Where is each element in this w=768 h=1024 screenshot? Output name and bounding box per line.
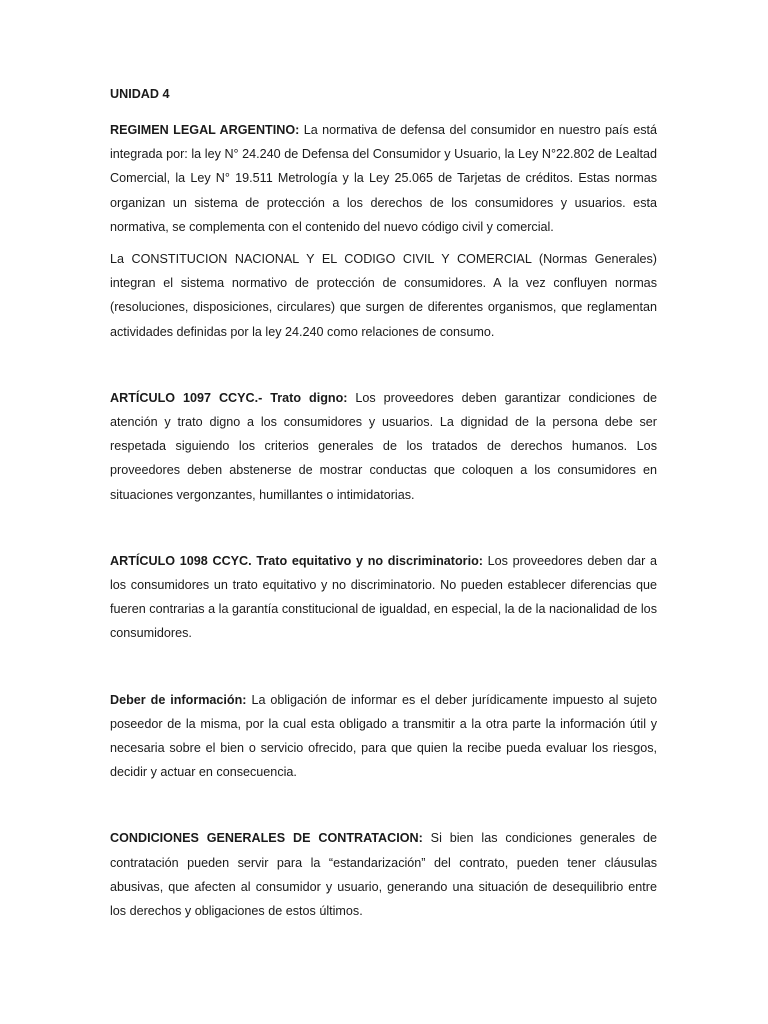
paragraph-heading: REGIMEN LEGAL ARGENTINO: xyxy=(110,123,300,137)
paragraph-heading: Deber de información: xyxy=(110,692,247,707)
paragraph-heading: ARTÍCULO 1097 CCYC.- Trato digno: xyxy=(110,390,348,405)
paragraph-condiciones-generales xyxy=(110,826,657,923)
paragraph-text: La normativa de defensa del consumidor en nuestro país está integrada por: la ley N° 24.240 de Defensa del Consumidor y Usuario, la Ley N°22.802 de Lealtad Comercial, la Ley N° 19.511 Metrología y la Ley 25.065 de Tarjetas de créditos. Estas normas organizan un sistema de protección a los derechos de los consumidores y usuarios. esta normativa, se complementa con el contenido del nuevo código civil y comercial. xyxy=(110,123,658,234)
paragraph-text: Los proveedores deben garantizar condiciones de atención y trato digno a los consumidores y usuarios. La dignidad de la persona debe ser respetada siguiendo los criterios generales de los tratados de derechos humanos. Los proveedores deben abstenerse de mostrar conductas que coloquen a los consumidores en situaciones vergonzantes, humillantes o intimidatorias. xyxy=(110,390,657,502)
paragraph-heading: CONDICIONES GENERALES DE CONTRATACION: xyxy=(110,831,423,846)
paragraph-text: Si bien las condiciones generales de contratación pueden servir para la “estandarización” del contrato, pueden tener cláusulas abusivas, que afecten al consumidor y usuario, generando una situación de desequilibrio entre los derechos y obligaciones de estos últimos. xyxy=(110,831,657,919)
paragraph-constitucion xyxy=(110,247,657,344)
paragraph-articulo-1097 xyxy=(110,386,657,507)
paragraph-text: La obligación de informar es el deber jurídicamente impuesto al sujeto poseedor de la misma, por la cual esta obligado a transmitir a la otra parte la información útil y necesaria sobre el bien o servicio ofrecido, para que quien la recibe pueda evaluar los riesgos, decidir y actuar en consecuencia. xyxy=(110,692,658,780)
paragraph-heading: ARTÍCULO 1098 CCYC. Trato equitativo y no discriminatorio: xyxy=(110,553,483,568)
document-title: UNIDAD 4 xyxy=(110,87,170,101)
paragraph-regimen-legal xyxy=(110,118,657,239)
paragraph-text: Los proveedores deben dar a los consumidores un trato equitativo y no discriminatorio. No pueden establecer diferencias que fueren contrarias a la garantía constitucional de igualdad, en especial, la de la nacionalidad de los consumidores. xyxy=(110,553,657,641)
paragraph-articulo-1098 xyxy=(110,549,657,646)
document-page xyxy=(110,84,657,923)
paragraph-text: La CONSTITUCION NACIONAL Y EL CODIGO CIVIL Y COMERCIAL (Normas Generales) integran el sistema normativo de protección de consumidores. A la vez confluyen normas (resoluciones, disposiciones, circulares) que surgen de diferentes organismos, que reglamentan actividades definidas por la ley 24.240 como relaciones de consumo. xyxy=(110,252,657,339)
paragraph-deber-informacion xyxy=(110,688,657,785)
